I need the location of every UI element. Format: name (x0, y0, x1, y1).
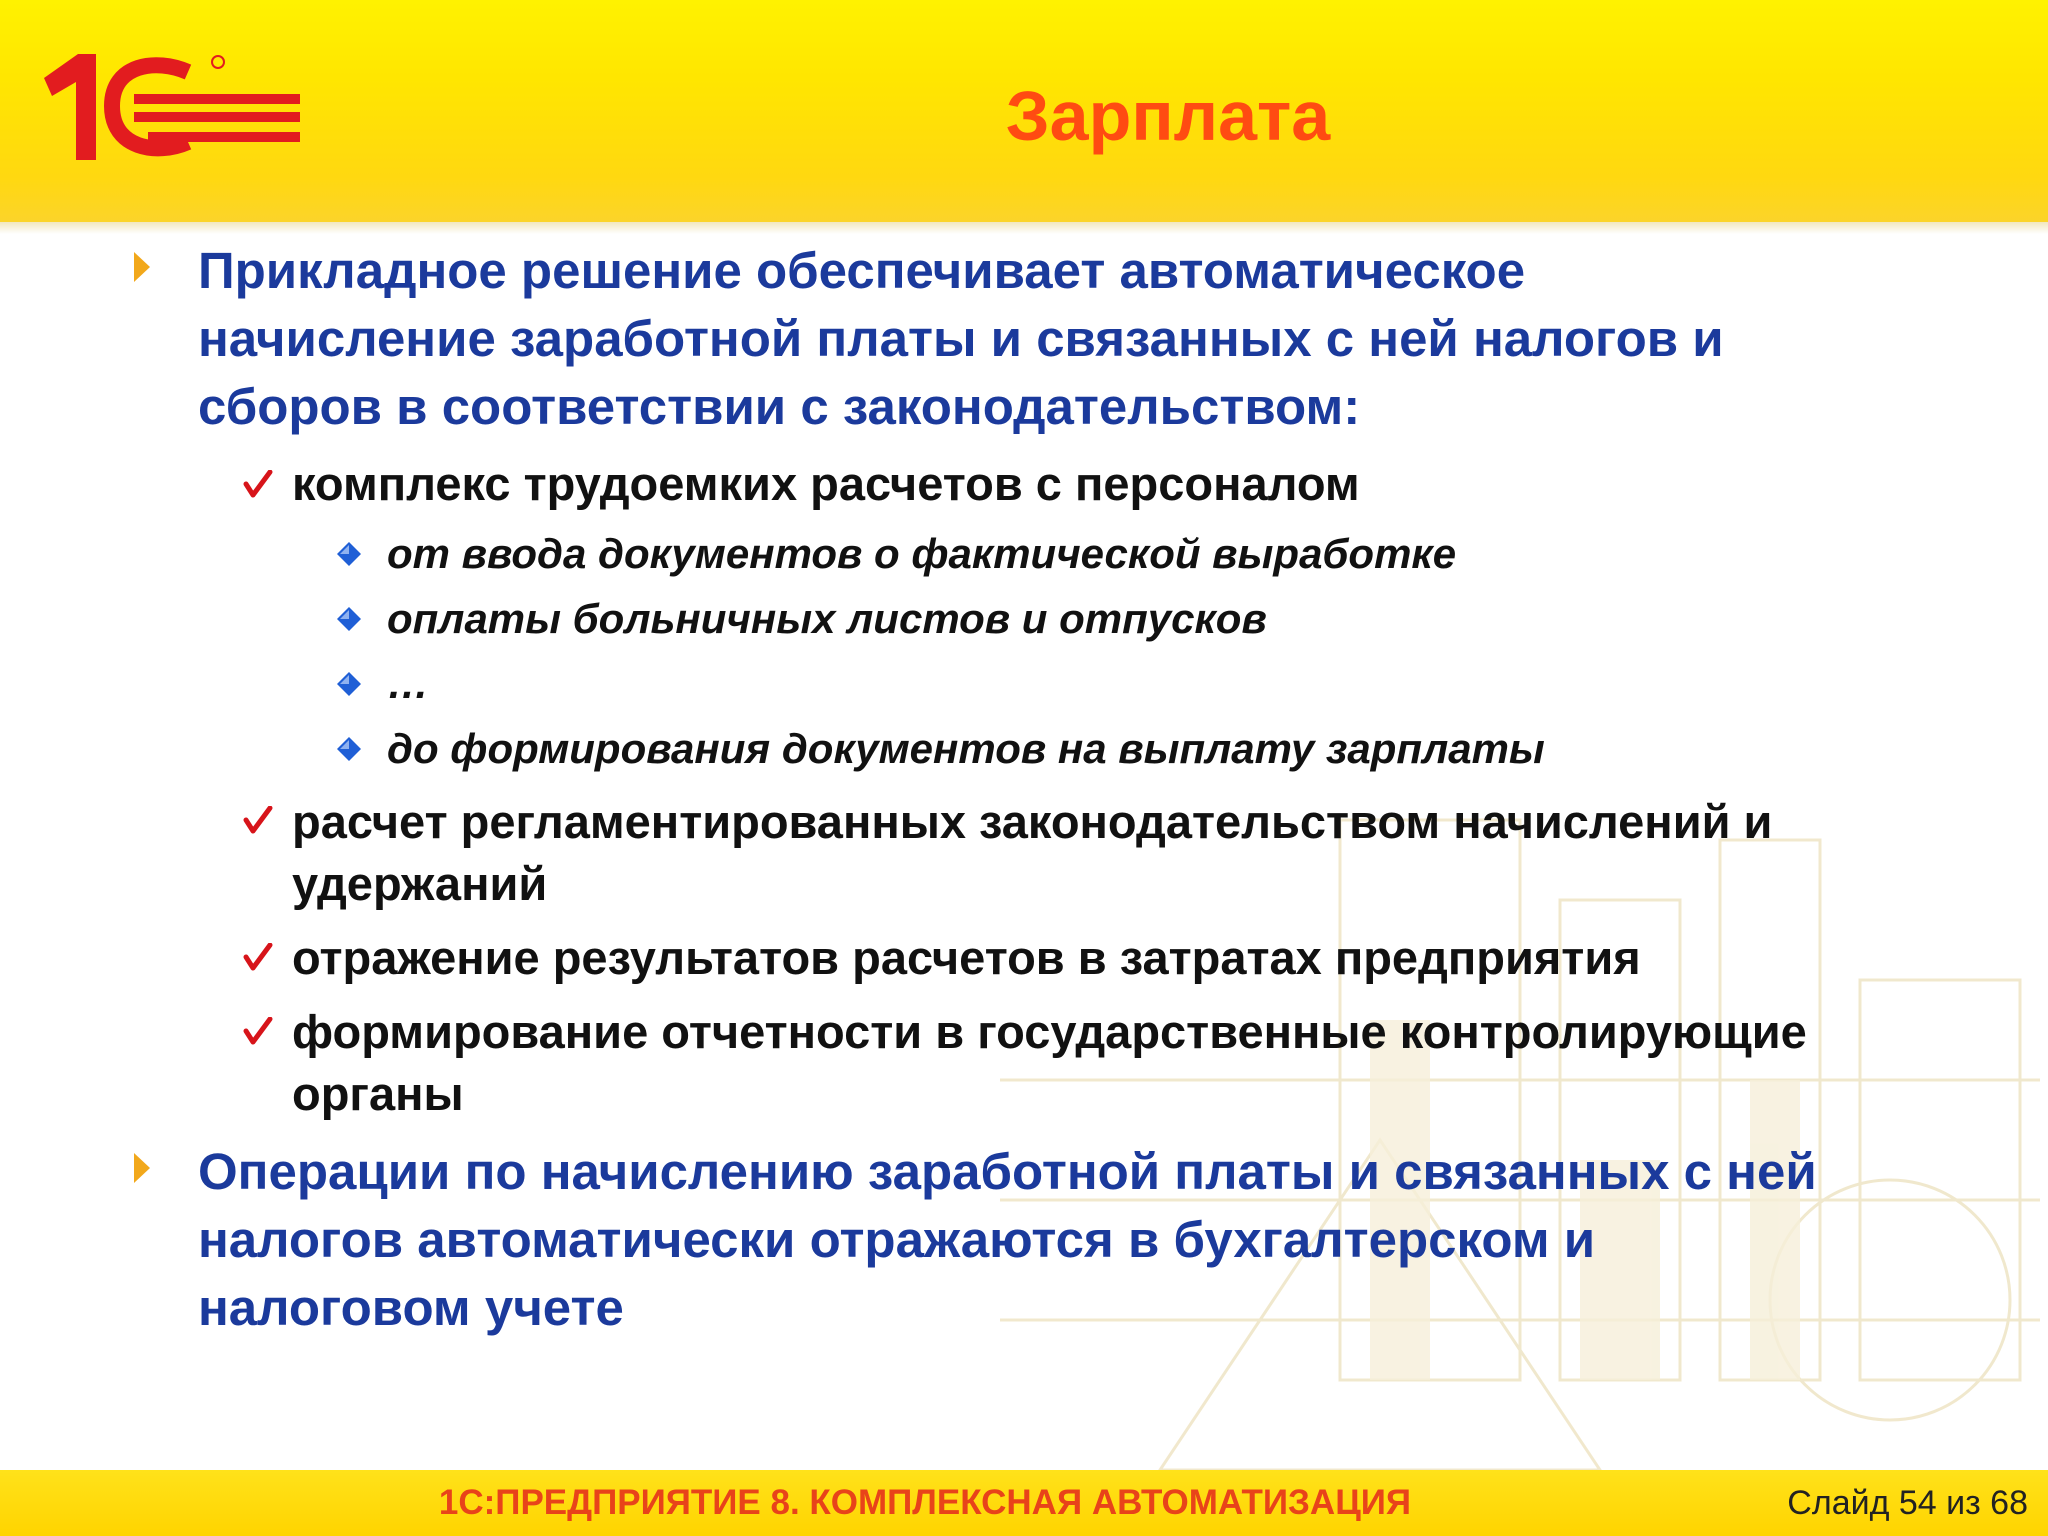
sub-sub-item-1: от ввода документов о фактической выработке (387, 530, 1457, 577)
sub-sub-item-2: оплаты больничных листов и отпусков (387, 595, 1267, 642)
arrow-bullet-icon (134, 1153, 150, 1183)
arrow-bullet-icon (134, 252, 150, 282)
diamond-bullet-icon (336, 671, 362, 697)
sub-sub-item-4: до формирования документов на выплату зарплаты (387, 725, 1545, 772)
sub-item-2-line-1: расчет регламентированных законодательством начислений и (292, 795, 1773, 848)
footer-product-title: 1С:ПРЕДПРИЯТИЕ 8. КОМПЛЕКСНАЯ АВТОМАТИЗАЦИЯ (438, 1483, 1412, 1522)
sub-sub-item-3: … (387, 660, 429, 707)
check-bullet-icon (243, 806, 273, 836)
sub-item-2-line-2: удержаний (292, 857, 548, 910)
slide-counter: Слайд 54 из 68 (1787, 1484, 2028, 1522)
bullet-1-line-2: начисление заработной платы и связанных с ней налогов и (198, 310, 1724, 367)
diamond-bullet-icon (336, 541, 362, 567)
bullet-2-line-2: налогов автоматически отражаются в бухгалтерском и (198, 1211, 1596, 1268)
sub-item-4-line-2: органы (292, 1067, 464, 1120)
sub-item-1: комплекс трудоемких расчетов с персоналом (292, 457, 1360, 510)
check-bullet-icon (243, 943, 273, 973)
check-bullet-icon (243, 470, 273, 500)
diamond-bullet-icon (336, 606, 362, 632)
sub-item-4-line-1: формирование отчетности в государственные контролирующие (292, 1005, 1807, 1058)
diamond-bullet-icon (336, 736, 362, 762)
slide-footer (0, 1470, 2048, 1536)
sub-item-3: отражение результатов расчетов в затратах предприятия (292, 931, 1641, 984)
bullet-1-line-3: сборов в соответствии с законодательством: (198, 378, 1361, 435)
check-bullet-icon (243, 1017, 273, 1047)
slide-title: Зарплата (1005, 77, 1331, 155)
bullet-2-line-3: налоговом учете (198, 1279, 624, 1336)
bullet-1-line-1: Прикладное решение обеспечивает автоматическое (198, 242, 1526, 299)
bullet-2-line-1: Операции по начислению заработной платы и связанных с ней (198, 1143, 1817, 1200)
